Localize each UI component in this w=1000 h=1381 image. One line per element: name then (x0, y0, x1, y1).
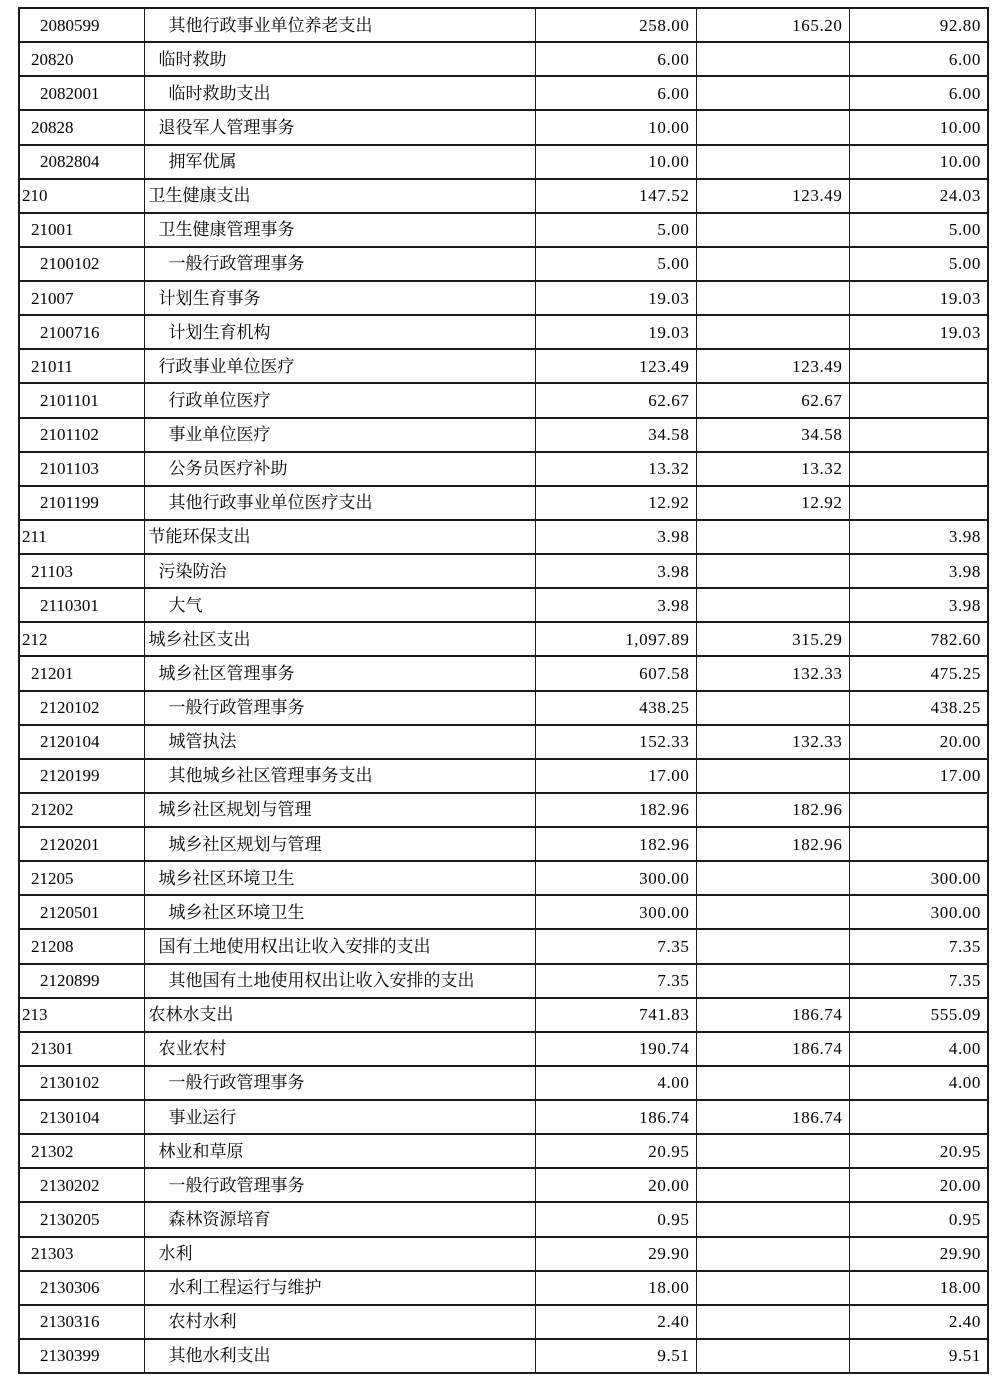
amount-cell-1: 182.96 (535, 827, 696, 861)
amount-cell-3: 6.00 (849, 76, 988, 110)
amount-cell-2 (696, 1305, 849, 1339)
table-row (19, 383, 988, 417)
amount-cell-1: 1,097.89 (535, 622, 696, 656)
amount-cell-2: 315.29 (696, 622, 849, 656)
amount-cell-1: 20.00 (535, 1168, 696, 1202)
amount-cell-1: 10.00 (535, 110, 696, 144)
item-name-cell: 事业运行 (144, 1100, 535, 1134)
code-cell: 2101101 (19, 383, 144, 417)
amount-cell-2: 123.49 (696, 179, 849, 213)
item-name-cell: 污染防治 (144, 554, 535, 588)
amount-cell-2 (696, 42, 849, 76)
table-row (19, 452, 988, 486)
amount-cell-3: 20.95 (849, 1134, 988, 1168)
code-cell: 21202 (19, 793, 144, 827)
item-name-cell: 农林水支出 (144, 998, 535, 1032)
code-cell: 21011 (19, 349, 144, 383)
amount-cell-3: 5.00 (849, 213, 988, 247)
amount-cell-1: 3.98 (535, 554, 696, 588)
code-cell: 2130306 (19, 1271, 144, 1305)
item-name-cell: 水利工程运行与维护 (144, 1271, 535, 1305)
item-name-cell: 城乡社区环境卫生 (144, 895, 535, 929)
item-name-cell: 国有土地使用权出让收入安排的支出 (144, 929, 535, 963)
amount-cell-3: 7.35 (849, 964, 988, 998)
item-name-cell: 退役军人管理事务 (144, 110, 535, 144)
table-row (19, 827, 988, 861)
amount-cell-3 (849, 793, 988, 827)
item-name-cell: 行政事业单位医疗 (144, 349, 535, 383)
amount-cell-3: 5.00 (849, 247, 988, 281)
amount-cell-2 (696, 929, 849, 963)
amount-cell-1: 10.00 (535, 145, 696, 179)
code-cell: 2082001 (19, 76, 144, 110)
amount-cell-3 (849, 486, 988, 520)
amount-cell-1: 607.58 (535, 656, 696, 690)
amount-cell-2 (696, 281, 849, 315)
amount-cell-3 (849, 452, 988, 486)
table-row (19, 110, 988, 144)
amount-cell-1: 29.90 (535, 1237, 696, 1271)
amount-cell-1: 741.83 (535, 998, 696, 1032)
amount-cell-1: 19.03 (535, 281, 696, 315)
code-cell: 2130102 (19, 1066, 144, 1100)
amount-cell-2: 123.49 (696, 349, 849, 383)
table-row (19, 588, 988, 622)
item-name-cell: 拥军优属 (144, 145, 535, 179)
amount-cell-3: 2.40 (849, 1305, 988, 1339)
code-cell: 2101103 (19, 452, 144, 486)
code-cell: 21103 (19, 554, 144, 588)
table-row (19, 76, 988, 110)
item-name-cell: 城乡社区环境卫生 (144, 861, 535, 895)
item-name-cell: 城乡社区管理事务 (144, 656, 535, 690)
item-name-cell: 城管执法 (144, 725, 535, 759)
table-row (19, 725, 988, 759)
amount-cell-1: 7.35 (535, 929, 696, 963)
item-name-cell: 一般行政管理事务 (144, 691, 535, 725)
code-cell: 2101199 (19, 486, 144, 520)
amount-cell-2: 132.33 (696, 725, 849, 759)
code-cell: 21007 (19, 281, 144, 315)
amount-cell-1: 438.25 (535, 691, 696, 725)
amount-cell-2: 13.32 (696, 452, 849, 486)
code-cell: 2130202 (19, 1168, 144, 1202)
amount-cell-2 (696, 759, 849, 793)
amount-cell-1: 3.98 (535, 588, 696, 622)
table-row (19, 1066, 988, 1100)
code-cell: 2130399 (19, 1339, 144, 1373)
amount-cell-2: 165.20 (696, 8, 849, 42)
amount-cell-2 (696, 861, 849, 895)
amount-cell-3: 9.51 (849, 1339, 988, 1373)
code-cell: 2110301 (19, 588, 144, 622)
amount-cell-2: 182.96 (696, 827, 849, 861)
item-name-cell: 其他行政事业单位养老支出 (144, 8, 535, 42)
table-row (19, 42, 988, 76)
budget-table-body (19, 8, 988, 1373)
amount-cell-2 (696, 247, 849, 281)
amount-cell-2: 186.74 (696, 998, 849, 1032)
item-name-cell: 森林资源培育 (144, 1202, 535, 1236)
table-row (19, 1032, 988, 1066)
amount-cell-3: 3.98 (849, 588, 988, 622)
table-row (19, 691, 988, 725)
table-row (19, 1134, 988, 1168)
amount-cell-3 (849, 383, 988, 417)
amount-cell-2 (696, 1237, 849, 1271)
item-name-cell: 临时救助 (144, 42, 535, 76)
code-cell: 2130104 (19, 1100, 144, 1134)
code-cell: 21001 (19, 213, 144, 247)
table-row (19, 8, 988, 42)
item-name-cell: 一般行政管理事务 (144, 1066, 535, 1100)
table-row (19, 759, 988, 793)
table-row (19, 145, 988, 179)
table-row (19, 486, 988, 520)
amount-cell-1: 6.00 (535, 76, 696, 110)
amount-cell-3: 19.03 (849, 315, 988, 349)
code-cell: 211 (19, 520, 144, 554)
amount-cell-3: 10.00 (849, 110, 988, 144)
amount-cell-1: 17.00 (535, 759, 696, 793)
code-cell: 2100716 (19, 315, 144, 349)
table-row (19, 247, 988, 281)
amount-cell-2 (696, 145, 849, 179)
item-name-cell: 卫生健康支出 (144, 179, 535, 213)
item-name-cell: 城乡社区规划与管理 (144, 793, 535, 827)
item-name-cell: 其他水利支出 (144, 1339, 535, 1373)
table-row (19, 418, 988, 452)
amount-cell-1: 9.51 (535, 1339, 696, 1373)
code-cell: 2120199 (19, 759, 144, 793)
table-row (19, 895, 988, 929)
amount-cell-2 (696, 213, 849, 247)
amount-cell-3: 782.60 (849, 622, 988, 656)
code-cell: 213 (19, 998, 144, 1032)
table-row (19, 179, 988, 213)
item-name-cell: 节能环保支出 (144, 520, 535, 554)
amount-cell-2: 62.67 (696, 383, 849, 417)
item-name-cell: 其他城乡社区管理事务支出 (144, 759, 535, 793)
amount-cell-3: 3.98 (849, 554, 988, 588)
amount-cell-3: 10.00 (849, 145, 988, 179)
table-row (19, 1100, 988, 1134)
code-cell: 2120102 (19, 691, 144, 725)
amount-cell-3: 24.03 (849, 179, 988, 213)
item-name-cell: 水利 (144, 1237, 535, 1271)
amount-cell-3: 6.00 (849, 42, 988, 76)
amount-cell-3: 20.00 (849, 1168, 988, 1202)
table-row (19, 1202, 988, 1236)
amount-cell-2 (696, 554, 849, 588)
amount-cell-3: 555.09 (849, 998, 988, 1032)
amount-cell-2: 34.58 (696, 418, 849, 452)
table-row (19, 1305, 988, 1339)
amount-cell-3 (849, 1100, 988, 1134)
code-cell: 2082804 (19, 145, 144, 179)
amount-cell-2: 186.74 (696, 1100, 849, 1134)
amount-cell-3: 4.00 (849, 1032, 988, 1066)
code-cell: 2120104 (19, 725, 144, 759)
table-row (19, 315, 988, 349)
amount-cell-1: 186.74 (535, 1100, 696, 1134)
amount-cell-1: 3.98 (535, 520, 696, 554)
table-row (19, 929, 988, 963)
table-row (19, 554, 988, 588)
amount-cell-3: 475.25 (849, 656, 988, 690)
table-row (19, 1237, 988, 1271)
item-name-cell: 事业单位医疗 (144, 418, 535, 452)
amount-cell-1: 13.32 (535, 452, 696, 486)
amount-cell-2 (696, 110, 849, 144)
table-row (19, 1168, 988, 1202)
amount-cell-3: 17.00 (849, 759, 988, 793)
amount-cell-3: 18.00 (849, 1271, 988, 1305)
code-cell: 212 (19, 622, 144, 656)
amount-cell-1: 4.00 (535, 1066, 696, 1100)
table-row (19, 1271, 988, 1305)
item-name-cell: 一般行政管理事务 (144, 247, 535, 281)
code-cell: 2120899 (19, 964, 144, 998)
code-cell: 210 (19, 179, 144, 213)
amount-cell-3 (849, 349, 988, 383)
amount-cell-3 (849, 418, 988, 452)
amount-cell-3: 4.00 (849, 1066, 988, 1100)
code-cell: 2120501 (19, 895, 144, 929)
table-row (19, 964, 988, 998)
code-cell: 2130205 (19, 1202, 144, 1236)
amount-cell-3: 0.95 (849, 1202, 988, 1236)
item-name-cell: 城乡社区支出 (144, 622, 535, 656)
code-cell: 20828 (19, 110, 144, 144)
item-name-cell: 林业和草原 (144, 1134, 535, 1168)
code-cell: 21208 (19, 929, 144, 963)
item-name-cell: 计划生育事务 (144, 281, 535, 315)
amount-cell-1: 6.00 (535, 42, 696, 76)
amount-cell-1: 123.49 (535, 349, 696, 383)
amount-cell-2 (696, 1339, 849, 1373)
amount-cell-1: 2.40 (535, 1305, 696, 1339)
amount-cell-2 (696, 895, 849, 929)
item-name-cell: 临时救助支出 (144, 76, 535, 110)
amount-cell-1: 0.95 (535, 1202, 696, 1236)
table-row (19, 861, 988, 895)
item-name-cell: 农村水利 (144, 1305, 535, 1339)
table-row (19, 213, 988, 247)
code-cell: 21303 (19, 1237, 144, 1271)
amount-cell-3: 20.00 (849, 725, 988, 759)
table-row (19, 998, 988, 1032)
amount-cell-2 (696, 520, 849, 554)
amount-cell-1: 20.95 (535, 1134, 696, 1168)
table-row (19, 520, 988, 554)
amount-cell-2: 12.92 (696, 486, 849, 520)
code-cell: 21301 (19, 1032, 144, 1066)
amount-cell-3: 92.80 (849, 8, 988, 42)
item-name-cell: 其他行政事业单位医疗支出 (144, 486, 535, 520)
table-row (19, 622, 988, 656)
amount-cell-1: 182.96 (535, 793, 696, 827)
amount-cell-3: 29.90 (849, 1237, 988, 1271)
amount-cell-1: 5.00 (535, 247, 696, 281)
amount-cell-1: 190.74 (535, 1032, 696, 1066)
budget-expenditure-table (18, 7, 989, 1374)
amount-cell-3 (849, 827, 988, 861)
amount-cell-2: 132.33 (696, 656, 849, 690)
item-name-cell: 计划生育机构 (144, 315, 535, 349)
item-name-cell: 行政单位医疗 (144, 383, 535, 417)
item-name-cell: 农业农村 (144, 1032, 535, 1066)
code-cell: 2120201 (19, 827, 144, 861)
amount-cell-2 (696, 964, 849, 998)
code-cell: 21201 (19, 656, 144, 690)
amount-cell-2 (696, 1168, 849, 1202)
table-row (19, 1339, 988, 1373)
amount-cell-1: 300.00 (535, 895, 696, 929)
amount-cell-2 (696, 1066, 849, 1100)
code-cell: 2100102 (19, 247, 144, 281)
amount-cell-2 (696, 1271, 849, 1305)
item-name-cell: 其他国有土地使用权出让收入安排的支出 (144, 964, 535, 998)
amount-cell-1: 62.67 (535, 383, 696, 417)
item-name-cell: 大气 (144, 588, 535, 622)
amount-cell-2 (696, 1134, 849, 1168)
code-cell: 21205 (19, 861, 144, 895)
amount-cell-1: 5.00 (535, 213, 696, 247)
amount-cell-1: 34.58 (535, 418, 696, 452)
item-name-cell: 公务员医疗补助 (144, 452, 535, 486)
amount-cell-1: 7.35 (535, 964, 696, 998)
amount-cell-3: 300.00 (849, 861, 988, 895)
amount-cell-2 (696, 588, 849, 622)
amount-cell-1: 258.00 (535, 8, 696, 42)
amount-cell-1: 18.00 (535, 1271, 696, 1305)
table-row (19, 281, 988, 315)
code-cell: 2130316 (19, 1305, 144, 1339)
amount-cell-3: 300.00 (849, 895, 988, 929)
amount-cell-2 (696, 315, 849, 349)
amount-cell-1: 12.92 (535, 486, 696, 520)
code-cell: 2080599 (19, 8, 144, 42)
amount-cell-3: 3.98 (849, 520, 988, 554)
amount-cell-2 (696, 1202, 849, 1236)
item-name-cell: 卫生健康管理事务 (144, 213, 535, 247)
amount-cell-2: 186.74 (696, 1032, 849, 1066)
item-name-cell: 一般行政管理事务 (144, 1168, 535, 1202)
amount-cell-3: 19.03 (849, 281, 988, 315)
amount-cell-2 (696, 691, 849, 725)
code-cell: 20820 (19, 42, 144, 76)
amount-cell-3: 438.25 (849, 691, 988, 725)
amount-cell-1: 19.03 (535, 315, 696, 349)
table-row (19, 793, 988, 827)
code-cell: 2101102 (19, 418, 144, 452)
amount-cell-1: 147.52 (535, 179, 696, 213)
table-row (19, 656, 988, 690)
code-cell: 21302 (19, 1134, 144, 1168)
item-name-cell: 城乡社区规划与管理 (144, 827, 535, 861)
amount-cell-2 (696, 76, 849, 110)
amount-cell-1: 152.33 (535, 725, 696, 759)
amount-cell-1: 300.00 (535, 861, 696, 895)
amount-cell-3: 7.35 (849, 929, 988, 963)
amount-cell-2: 182.96 (696, 793, 849, 827)
table-row (19, 349, 988, 383)
